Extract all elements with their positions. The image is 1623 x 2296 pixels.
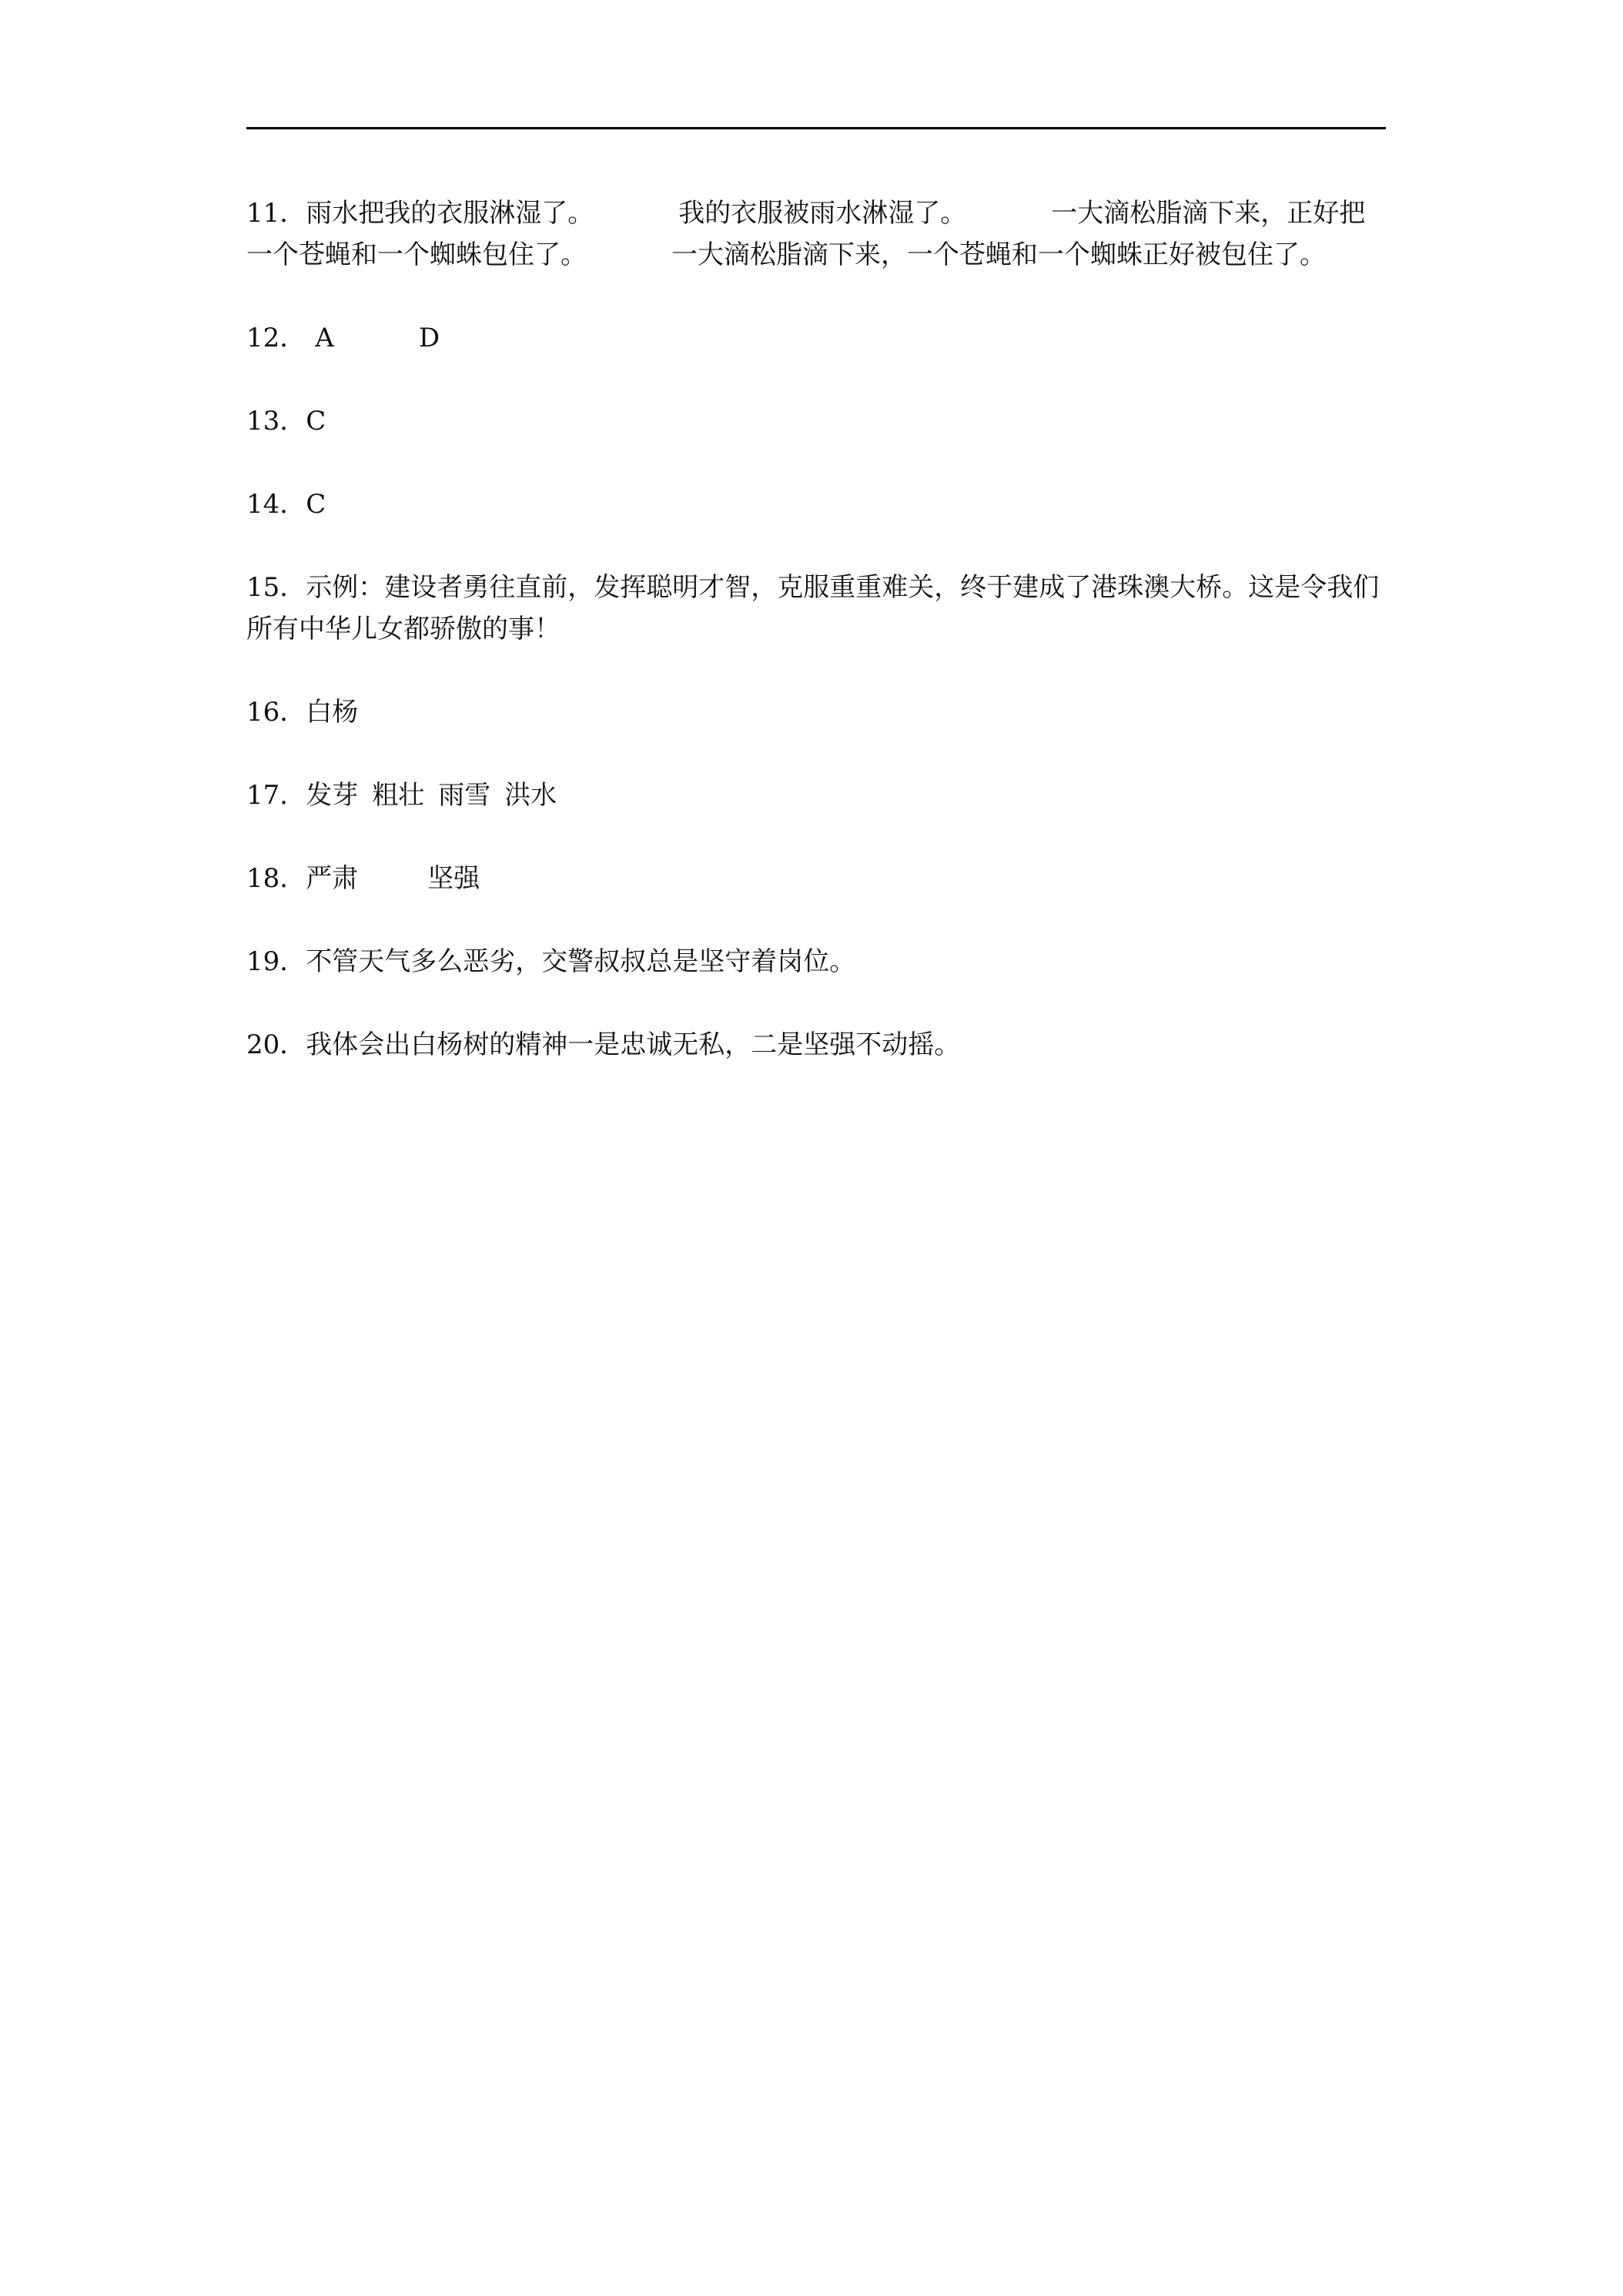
answer-number: 18． <box>246 863 306 894</box>
answer-number: 16． <box>246 697 306 728</box>
answer-18 <box>246 858 1386 899</box>
answer-number: 13． <box>246 406 306 437</box>
answer-part: 粗壮 <box>372 780 425 811</box>
answer-11 <box>246 192 1386 276</box>
answer-number: 20． <box>246 1029 306 1060</box>
answer-number: 12． <box>246 323 306 353</box>
answer-part: C <box>306 406 326 437</box>
answer-part: 我体会出白杨树的精神一是忠诚无私，二是坚强不动摇。 <box>306 1029 961 1060</box>
answer-part: 一大滴松脂滴下来，正好把一个苍蝇和一个蜘蛛包住了。 <box>246 198 1366 270</box>
answer-17 <box>246 775 1386 816</box>
answer-part: 一大滴松脂滴下来，一个苍蝇和一个蜘蛛正好被包住了。 <box>671 239 1326 270</box>
answer-number: 15． <box>246 572 306 603</box>
answer-part: 示例：建设者勇往直前，发挥聪明才智，克服重重难关，终于建成了港珠澳大桥。这是令我们所有中华儿女都骄傲的事！ <box>246 572 1380 644</box>
answer-list <box>246 192 1386 1107</box>
answer-part: 发芽 <box>306 780 359 811</box>
answer-20 <box>246 1024 1386 1066</box>
answer-part: 严肃 <box>306 863 359 894</box>
answer-part: 雨雪 <box>438 780 491 811</box>
answer-13 <box>246 400 1386 442</box>
answer-19 <box>246 941 1386 982</box>
answer-part: 雨水把我的衣服淋湿了。 <box>306 198 594 229</box>
answer-number: 14． <box>246 489 306 520</box>
answer-number: 11． <box>246 198 306 229</box>
answer-part: 洪水 <box>504 780 557 811</box>
answer-part: 白杨 <box>306 697 359 728</box>
answer-part: 坚强 <box>427 863 480 894</box>
header-rule <box>246 127 1386 129</box>
answer-14 <box>246 484 1386 525</box>
answer-part: D <box>418 323 440 353</box>
answer-part: 不管天气多么恶劣，交警叔叔总是坚守着岗位。 <box>306 946 856 977</box>
answer-15 <box>246 567 1386 650</box>
answer-part: A <box>315 323 334 353</box>
answer-16 <box>246 691 1386 733</box>
answer-number: 19． <box>246 946 306 977</box>
answer-number: 17． <box>246 780 306 811</box>
answer-part: 我的衣服被雨水淋湿了。 <box>678 198 967 229</box>
answer-12 <box>246 317 1386 359</box>
answer-part: C <box>306 489 326 520</box>
